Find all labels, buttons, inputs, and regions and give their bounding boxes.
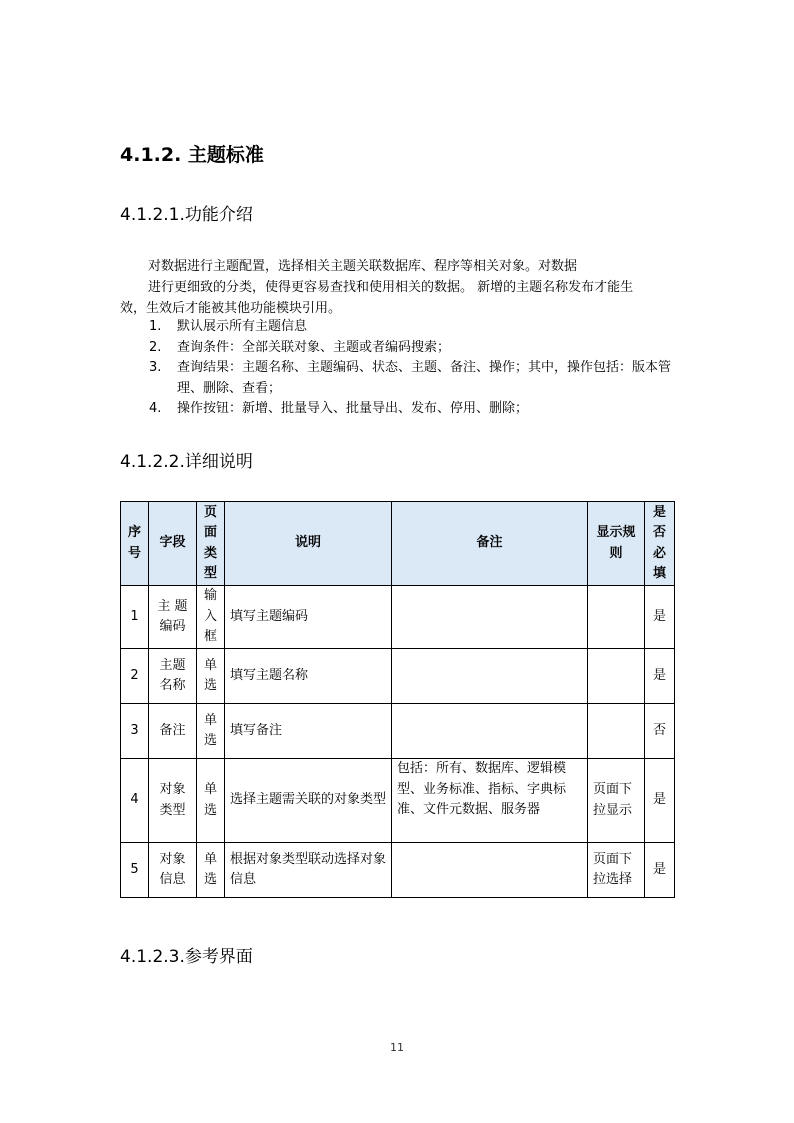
cell-description: 选择主题需关联的对象类型 [225,759,392,843]
list-item-text: 默认展示所有主题信息 [177,319,308,334]
intro-paragraph [120,256,674,319]
table-row [121,704,675,759]
cell-remark [392,843,588,898]
cell-required: 是 [645,586,675,649]
list-item-number: 4. [149,401,162,416]
cell-display-rule: 页面下拉选择 [588,843,645,898]
list-item [120,317,674,338]
cell-page-type: 单选 [197,704,225,759]
cell-required: 是 [645,843,675,898]
table-row [121,586,675,649]
cell-remark [392,586,588,649]
cell-field: 对象信息 [149,843,197,898]
cell-index: 3 [121,704,149,759]
cell-display-rule [588,649,645,704]
cell-page-type: 单选 [197,649,225,704]
cell-field: 备注 [149,704,197,759]
list-item-text: 查询条件：全部关联对象、主题或者编码搜索； [177,339,451,355]
feature-list [120,317,674,420]
cell-display-rule [588,586,645,649]
cell-description: 根据对象类型联动选择对象信息 [225,843,392,898]
list-item [120,399,674,420]
cell-remark [392,704,588,759]
cell-description: 填写备注 [225,704,392,759]
table-header-row [121,502,675,586]
intro-line-1: 对数据进行主题配置，选择相关主题关联数据库、程序等相关对象。对数据 [148,259,578,274]
subsection-heading-detail: 4.1.2.2.详细说明 [120,452,253,472]
page-number: 11 [390,1041,404,1054]
cell-page-type: 单选 [197,843,225,898]
intro-line-2: 进行更细致的分类，使得更容易查找和使用相关的数据。 新增的主题名称发布才能生 [148,280,634,295]
cell-remark: 包括：所有、数据库、逻辑模型、业务标准、指标、字典标准、文件元数据、服务器 [392,759,588,843]
cell-page-type: 输入框 [197,586,225,649]
cell-field: 对象类型 [149,759,197,843]
cell-page-type: 单选 [197,759,225,843]
header-cell-field: 字段 [149,502,197,586]
section-heading-subject-standard: 4.1.2. 主题标准 [120,144,264,166]
field-spec-table [120,501,675,898]
cell-field: 主题名称 [149,649,197,704]
table-row [121,649,675,704]
cell-description: 填写主题编码 [225,586,392,649]
cell-index: 4 [121,759,149,843]
list-item-number: 3. [149,360,162,375]
cell-display-rule: 页面下拉显示 [588,759,645,843]
cell-index: 5 [121,843,149,898]
list-item-text: 操作按钮：新增、批量导入、批量导出、发布、停用、删除； [177,401,529,416]
cell-remark [392,649,588,704]
header-cell-index: 序号 [121,502,149,586]
list-item-number: 2. [149,339,162,355]
intro-line-3: 效，生效后才能被其他功能模块引用。 [120,301,342,316]
header-cell-remark: 备注 [392,502,588,586]
cell-display-rule [588,704,645,759]
header-cell-description: 说明 [225,502,392,586]
header-cell-page-type: 页面类型 [197,502,225,586]
header-cell-display-rule: 显示规则 [588,502,645,586]
table-row [121,843,675,898]
list-item [120,358,674,399]
cell-index: 1 [121,586,149,649]
cell-field: 主 题编码 [149,586,197,649]
subsection-heading-feature-intro: 4.1.2.1.功能介绍 [120,205,253,225]
cell-index: 2 [121,649,149,704]
list-item [120,338,674,359]
cell-description: 填写主题名称 [225,649,392,704]
list-item-text: 查询结果：主题名称、主题编码、状态、主题、备注、操作；其中，操作包括：版本管理、删除、查看； [177,360,672,396]
header-cell-required: 是否必填 [645,502,675,586]
cell-required: 否 [645,704,675,759]
cell-required: 是 [645,759,675,843]
subsection-heading-reference-ui: 4.1.2.3.参考界面 [120,947,253,967]
list-item-number: 1. [149,319,162,334]
cell-required: 是 [645,649,675,704]
table-row [121,759,675,843]
